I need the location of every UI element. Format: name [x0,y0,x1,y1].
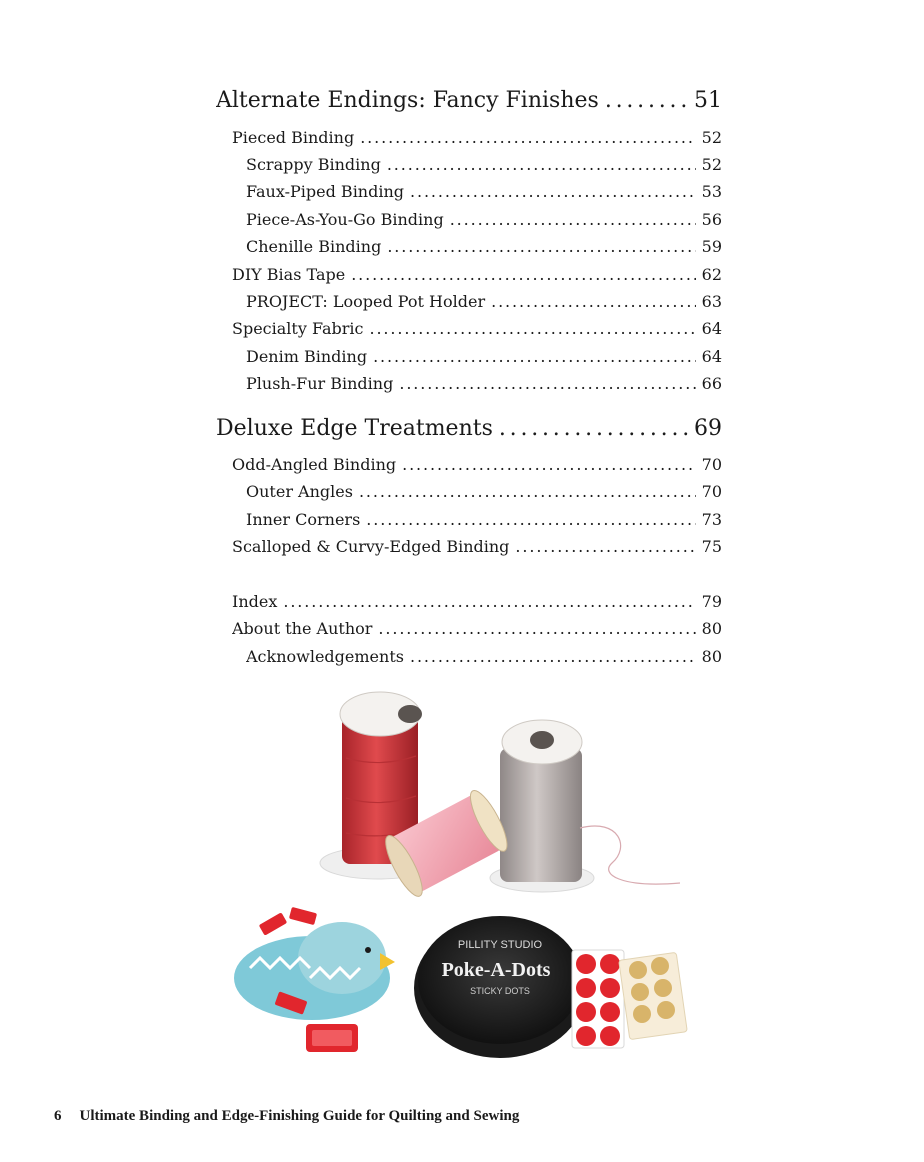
toc-entry-page: 56 [696,210,722,229]
toc-entry[interactable] [246,347,722,366]
toc-entry-page: 64 [696,319,722,338]
toc-entry[interactable] [246,292,722,311]
toc-entry-label: Faux-Piped Binding [246,182,410,201]
dot-leader [387,155,696,174]
toc-entry-page: 62 [696,265,722,284]
toc-heading-title: Deluxe Edge Treatments [216,416,499,441]
dot-leader [359,482,696,501]
dot-leader [360,128,695,147]
toc-entry[interactable] [232,319,722,338]
toc-heading-title: Alternate Endings: Fancy Finishes [216,88,605,113]
toc-entry-page: 80 [696,647,722,666]
footer-book-title: Ultimate Binding and Edge-Finishing Guide for Quilting and Sewing [79,1108,520,1124]
toc-entry-label: Odd-Angled Binding [232,455,402,474]
toc-entry[interactable] [246,374,722,393]
toc-entry-page: 52 [696,155,722,174]
toc-heading[interactable] [216,88,722,113]
toc-entry-label: Denim Binding [246,347,373,366]
dot-leader [387,237,695,256]
sewing-notions-photo [220,678,700,1068]
dot-leader [402,455,696,474]
toc-entry-page: 70 [696,455,722,474]
toc-entry-page: 66 [696,374,722,393]
toc-heading[interactable] [216,416,722,441]
toc-entry[interactable] [232,619,722,638]
toc-entry[interactable] [232,265,722,284]
toc-entry-label: Inner Corners [246,510,366,529]
toc-entry-label: Scrappy Binding [246,155,387,174]
dot-leader [373,347,696,366]
toc-entry-page: 70 [696,482,722,501]
toc-entry[interactable] [232,592,722,611]
toc-entry-label: PROJECT: Looped Pot Holder [246,292,491,311]
toc-entry[interactable] [246,210,722,229]
toc-entry-label: Outer Angles [246,482,359,501]
dot-leader [283,592,695,611]
toc-entry-page: 59 [696,237,722,256]
toc-entry[interactable] [246,482,722,501]
dot-leader [378,619,695,638]
toc-entry-label: About the Author [232,619,378,638]
red-dots-sheet [572,950,624,1048]
dot-leader [491,292,696,311]
dot-leader [399,374,695,393]
dot-leader [410,647,696,666]
red-wonder-clip [306,1024,358,1052]
toc-heading-page: 69 [688,416,722,441]
dot-leader [369,319,695,338]
toc-entry[interactable] [246,237,722,256]
dot-leader [410,182,696,201]
page-footer [54,1108,519,1125]
toc-entry[interactable] [246,510,722,529]
dot-leader [499,416,688,441]
toc-entry-label: Scalloped & Curvy-Edged Binding [232,537,515,556]
toc-entry-label: DIY Bias Tape [232,265,351,284]
toc-entry-label: Index [232,592,283,611]
toc-entry-page: 73 [696,510,722,529]
dot-leader [515,537,695,556]
tin-brand: PILLITY STUDIO [457,939,543,951]
footer-page-number: 6 [54,1108,62,1124]
tin-label: Poke-A-Dots [441,959,551,981]
toc-entry-page: 80 [696,619,722,638]
toc-entry-label: Acknowledgements [246,647,410,666]
toc-entry-label: Pieced Binding [232,128,360,147]
toc-entry-page: 53 [696,182,722,201]
toc-entry-label: Specialty Fabric [232,319,369,338]
dot-leader [605,88,688,113]
toc-heading-page: 51 [688,88,722,113]
toc-entry[interactable] [232,128,722,147]
bird-pincushion [234,907,395,1020]
dot-leader [366,510,695,529]
toc-entry[interactable] [246,647,722,666]
toc-entry-label: Chenille Binding [246,237,387,256]
toc-entry[interactable] [246,182,722,201]
toc-entry-label: Plush-Fur Binding [246,374,399,393]
dot-leader [450,210,696,229]
toc-entry-page: 79 [696,592,722,611]
toc-entry[interactable] [246,155,722,174]
tin-subtitle: STICKY DOTS [470,986,530,996]
sticky-dots-tin [414,916,586,1058]
toc-entry-label: Piece-As-You-Go Binding [246,210,450,229]
toc-entry-page: 64 [696,347,722,366]
toc-entry[interactable] [232,537,722,556]
dot-leader [351,265,695,284]
grey-thread-spool [490,720,680,892]
toc-entry-page: 75 [696,537,722,556]
toc-entry[interactable] [232,455,722,474]
toc-entry-page: 52 [696,128,722,147]
toc-entry-page: 63 [696,292,722,311]
cork-dots-sheet [619,952,688,1039]
